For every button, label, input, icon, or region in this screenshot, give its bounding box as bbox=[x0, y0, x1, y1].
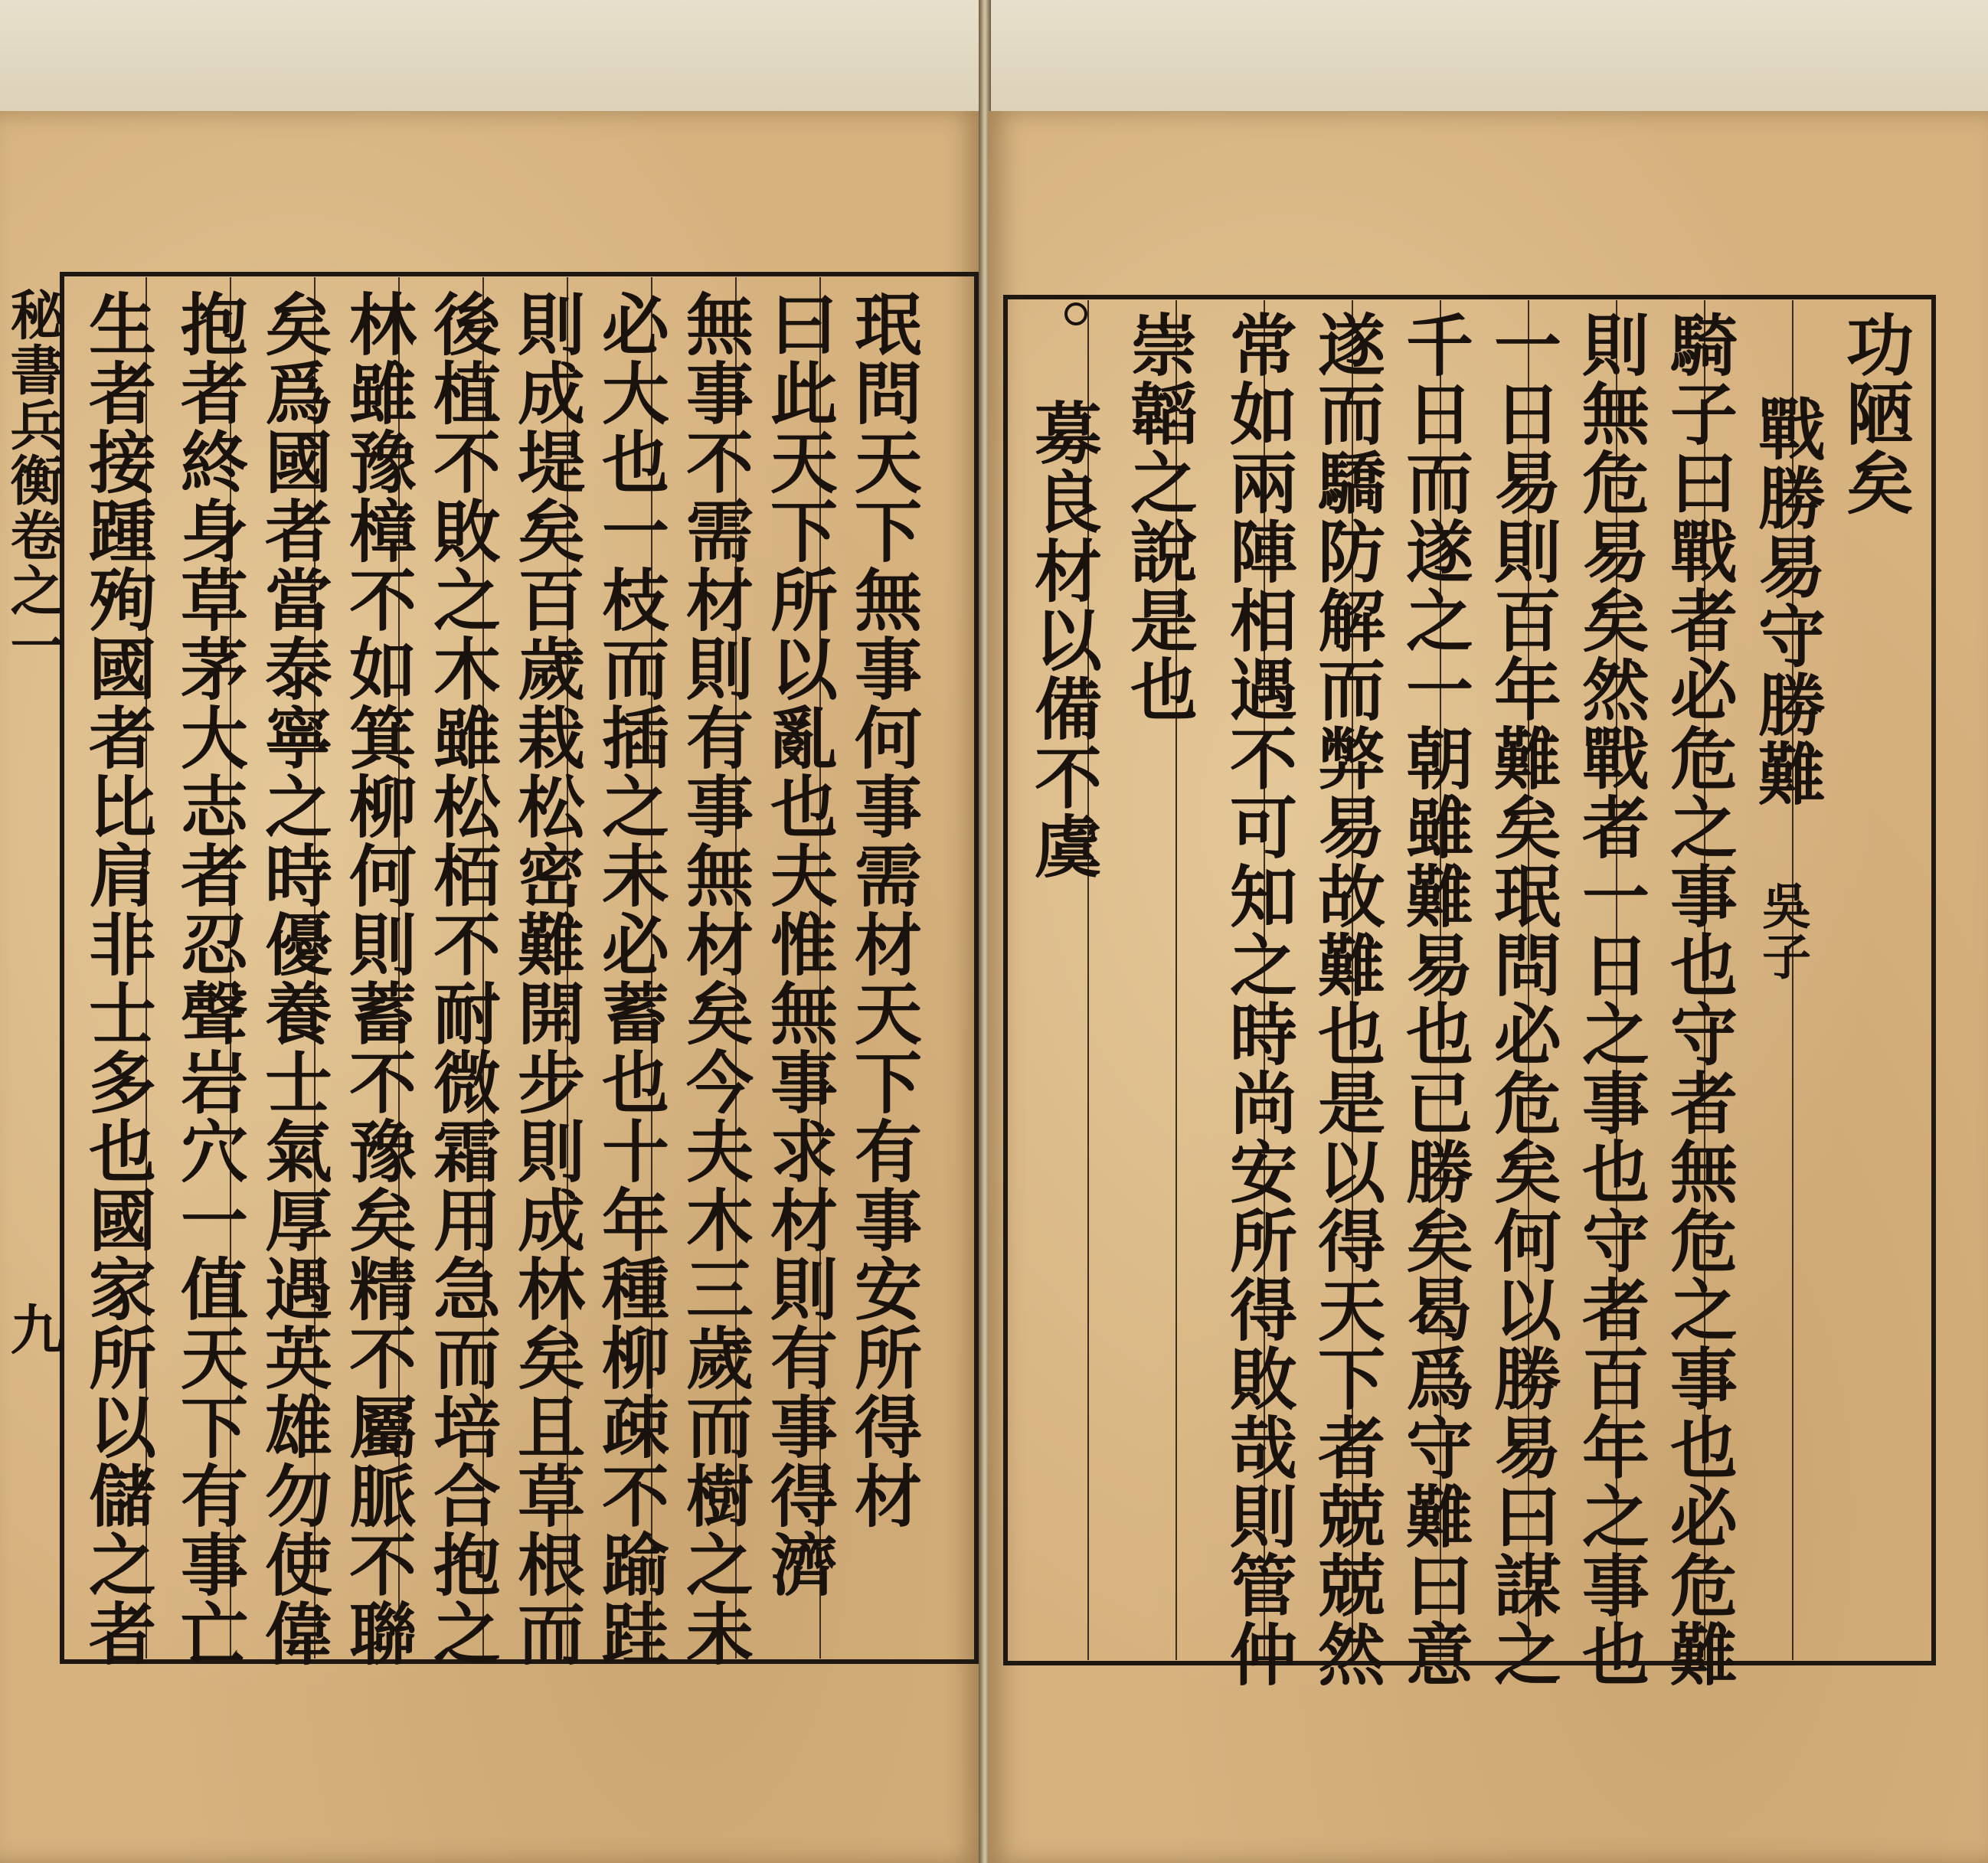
text-column-r1: 騎子曰戰者必危之事也守者無危之事也必危難 bbox=[1659, 310, 1739, 1688]
attribution: 吳子 bbox=[1754, 881, 1811, 982]
text-column-r7: 崇韜之說是也 bbox=[1120, 310, 1199, 724]
text-column-r6: 常如兩陣相遇不可知之時尚安所得敗哉則管仲 bbox=[1219, 310, 1299, 1688]
text-column-l6: 後植不敗之木雖松栢不耐微霜用急而培合抱之 bbox=[423, 289, 502, 1668]
text-column-l1: 珉問天下無事何事需材天下有事安所得材 bbox=[844, 289, 924, 1530]
text-column-r4: 千日而遂之一朝雖難易也已勝矣曷爲守難曰意 bbox=[1395, 310, 1475, 1688]
margin-strip bbox=[0, 272, 65, 1664]
margin-title: 秘書兵衡卷之一 bbox=[2, 287, 65, 673]
section-end-line: 功陋矣 bbox=[1836, 310, 1915, 517]
blank-leaf-left bbox=[0, 0, 982, 115]
text-column-l9: 抱者終身草茅大志者忍聲岩穴一值天下有事亡 bbox=[170, 289, 250, 1668]
blank-leaf-right bbox=[988, 0, 1988, 115]
text-column-r5: 遂而驕防解而弊易故難也是以得天下者兢兢然 bbox=[1307, 310, 1387, 1688]
folio-number: 九 bbox=[2, 1302, 65, 1357]
text-column-l10: 生者接踵殉國者比肩非士多也國家所以儲之者 bbox=[78, 289, 158, 1668]
text-column-l5: 則成堤矣百歲栽松密難開步則成林矣且草根而 bbox=[507, 289, 587, 1668]
text-column-r2: 則無危易矣然戰者一日之事也守者百年之事也 bbox=[1571, 310, 1651, 1688]
next-heading: 募良材以備不虞 bbox=[1024, 398, 1104, 881]
text-column-l2: 曰此天下所以亂也夫惟無事求材則有事得濟 bbox=[760, 289, 839, 1599]
text-column-r3: 一日易則百年難矣珉問必危矣何以勝易曰謀之 bbox=[1483, 310, 1563, 1688]
text-column-l3: 無事不需材則有事無材矣今夫木三歲而樹之未 bbox=[675, 289, 755, 1668]
punctuation-circle bbox=[1064, 302, 1087, 325]
section-heading: 戰勝易守勝難 bbox=[1748, 394, 1827, 808]
text-column-l4: 必大也一枝而插之未必蓄也十年種柳疎不踰跬 bbox=[591, 289, 671, 1668]
text-column-l7: 林雖豫樟不如箕柳何則蓄不豫矣精不屬脈不聯 bbox=[338, 289, 418, 1668]
text-column-l8: 矣爲國者當泰寧之時優養士氣厚遇英雄勿使偉 bbox=[254, 289, 334, 1668]
